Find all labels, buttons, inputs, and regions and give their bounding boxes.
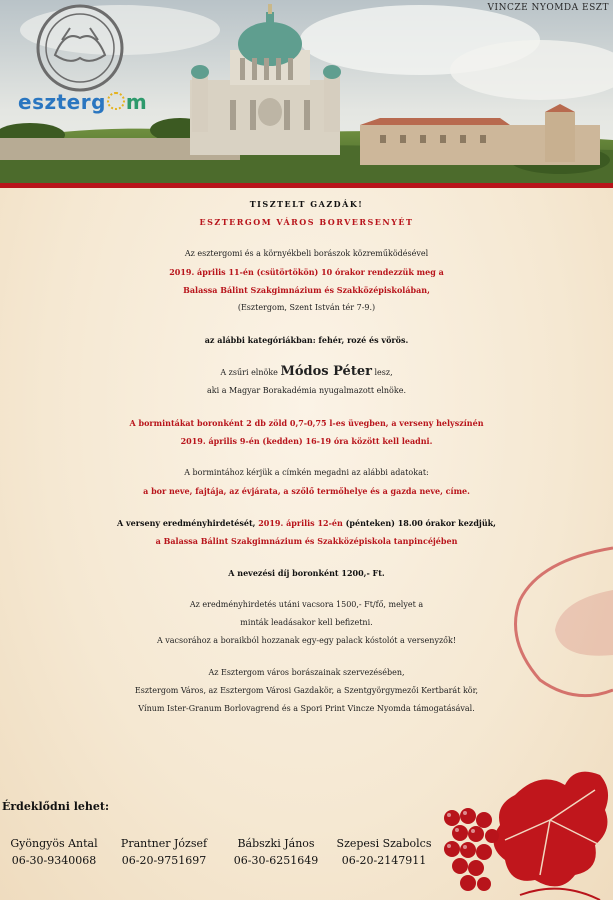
jury-line: A zsűri elnöke Módos Péter lesz, bbox=[220, 364, 393, 379]
intro-line: Az esztergomi és a környékbeli borászok közreműködésével bbox=[184, 249, 429, 258]
contact-phone: 06-20-2147911 bbox=[341, 854, 427, 867]
samples-line-1: A bormintákat boronként 2 db zöld 0,7-0,75 l-es üvegben, a verseny helyszínén bbox=[129, 418, 484, 428]
dinner-line-2: minták leadásakor kell befizetni. bbox=[240, 618, 373, 627]
label-request: A bormintához kérjük a címkén megadni az alábbi adatokat: bbox=[184, 468, 429, 477]
flyer-body bbox=[0, 195, 613, 718]
esztergom-logo: eszterg m bbox=[18, 90, 148, 114]
organizer-line-1: Az Esztergom város borászainak szervezésében, bbox=[208, 668, 405, 677]
contact-name: Bábszki János bbox=[237, 837, 315, 850]
entry-fee: A nevezési díj boronként 1200,- Ft. bbox=[228, 568, 385, 578]
contact-item bbox=[110, 835, 218, 869]
event-venue-line: Balassa Bálint Szakgimnázium és Szakközépiskolában, bbox=[183, 285, 430, 295]
greeting-title: TISZTELT GAZDÁK! bbox=[249, 199, 364, 209]
label-fields: a bor neve, fajtája, az évjárata, a szőlő termőhelye és a gazda neve, címe. bbox=[143, 486, 470, 496]
event-title: ESZTERGOM VÁROS BORVERSENYÉT bbox=[199, 217, 414, 227]
header-photo bbox=[0, 0, 613, 185]
contact-item bbox=[0, 835, 108, 869]
results-venue: a Balassa Bálint Szakgimnázium és Szakközépiskola tanpincéjében bbox=[155, 536, 458, 546]
printer-credit: VINCZE NYOMDA ESZT bbox=[487, 3, 609, 13]
contacts-label: Érdeklődni lehet: bbox=[2, 800, 110, 813]
eu-flag-icon bbox=[107, 92, 125, 110]
event-date-line: 2019. április 11-én (csütörtökön) 10 órakor rendezzük meg a bbox=[169, 267, 444, 277]
organizer-line-3: Vínum Ister-Granum Borlovagrend és a Spori Print Vincze Nyomda támogatásával. bbox=[138, 704, 475, 713]
grape-leaf-icon bbox=[494, 772, 608, 887]
dinner-line-1: Az eredményhirdetés utáni vacsora 1500,- Ft/fő, melyet a bbox=[189, 600, 424, 609]
contact-phone: 06-30-6251649 bbox=[233, 854, 319, 867]
contact-name: Prantner József bbox=[120, 837, 208, 850]
event-address: (Esztergom, Szent István tér 7-9.) bbox=[237, 303, 376, 312]
contact-phone: 06-30-9340068 bbox=[11, 854, 97, 867]
grape-cluster-icon bbox=[444, 808, 499, 891]
contact-name: Szepesi Szabolcs bbox=[336, 837, 432, 850]
contact-name: Gyöngyös Antal bbox=[10, 837, 98, 850]
categories-line: az alábbi kategóriákban: fehér, rozé és vörös. bbox=[204, 335, 409, 345]
dinner-line-3: A vacsorához a boraikból hozzanak egy-egy palack kóstolót a versenyzők! bbox=[156, 636, 457, 645]
header-red-band bbox=[0, 183, 613, 188]
contact-item bbox=[222, 835, 330, 869]
contact-phone: 06-20-9751697 bbox=[121, 854, 207, 867]
samples-line-2: 2019. április 9-én (kedden) 16-19 óra között kell leadni. bbox=[180, 436, 433, 446]
contact-item bbox=[330, 835, 438, 869]
results-line: A verseny eredményhirdetését, 2019. április 12-én (pénteken) 18.00 órakor kezdjük, bbox=[117, 518, 496, 528]
jury-role: aki a Magyar Borakadémia nyugalmazott elnöke. bbox=[206, 386, 406, 395]
organizer-line-2: Esztergom Város, az Esztergom Városi Gazdakör, a Szentgyörgymezői Kertbarát kör, bbox=[134, 686, 479, 695]
